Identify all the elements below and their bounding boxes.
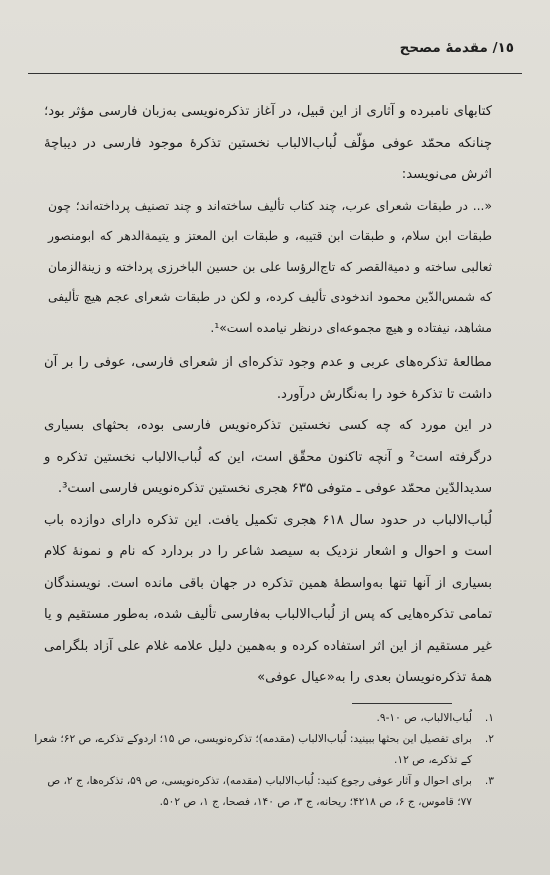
footnote-rule: [352, 703, 452, 704]
footnote-number: ۲.: [484, 733, 494, 745]
paragraph-lubab: لُباب‌الالباب در حدود سال ۶۱۸ هجری تکمیل یافت. این تذکره دارای دوازده باب است و احوال و اشعار نزدیک به سیصد شاعر را در بردارد که نام و نمونهٔ کلام بسیاری از آنها تنها به‌واسطهٔ همین تذکره در جهان باقی مانده است. نویسندگان تمامی تذکره‌هایی که پس از لُباب‌الالباب به‌فارسی تألیف شده، به‌طور مستقیم و یا غیر مستقیم از این اثر استفاده کرده و به‌همین دلیل علامه غلام علی آزاد بلگرامی همهٔ تذکره‌نویسان بعدی را به‌«عیال عوفی»: [44, 512, 492, 685]
running-header: [28, 40, 514, 56]
footnote-text: برای احوال و آثار عوفی رجوع کنید: لُباب‌الالباب (مقدمه)، تذکره‌نویسی، ص ۵۹، تذکره‌ها، ج ۲، ص ۷۷؛ قاموس، ج ۶، ص ۴۲۱۸؛ ریحانه، ج ۳، ص ۱۴۰، فصحا، ج ۱، ص ۵۰۲.: [47, 775, 472, 808]
footnote: [32, 708, 494, 729]
paragraph-study: مطالعهٔ تذکره‌های عربی و عدم وجود تذکره‌ای از شعرای فارسی، عوفی را بر آن داشت تا تذکرهٔ خود را به‌نگارش درآورد.: [44, 355, 492, 402]
footnote-number: ۳.: [484, 775, 494, 787]
footnote: [32, 729, 494, 771]
footnote-number: ۱.: [484, 712, 494, 724]
page-body: [44, 96, 492, 694]
footnote-text: برای تفصیل این بحثها ببینید: لُباب‌الالباب (مقدمه)؛ تذکره‌نویسی، ص ۱۵؛ اردوکے تذکرے، ص ۶۲؛ شعرا کے تذکرے، ص ۱۲.: [34, 733, 472, 766]
paragraph-first-tazkira: در این مورد که چه کسی نخستین تذکره‌نویس فارسی بوده، بحثهای بسیاری درگرفته است² و آنچه تاکنون محقّق است، این که لُباب‌الالباب نخستین تذکره و سدیدالدّین محمّد عوفی ـ متوفی ۶۳۵ هجری نخستین تذکره‌نویس فارسی است³.: [44, 418, 492, 496]
quotation-block: «... در طبقات شعرای عرب، چند کتاب تألیف ساخته‌اند و چند تصنیف پرداخته‌اند؛ چون طبقات ابن سلام، و طبقات ابن قتیبه، و طبقات ابن المعتز و یتیمةالدهر که ابومنصور ثعالبی ساخته و دمیةالقصر که تاج‌الرؤسا علی بن حسین الباخرزی پرداخته و زینةالزمان که شمس‌الدّین محمود اندخودی تألیف کرده، و لکن در طبقات شعرای عجم هیچ تألیفی مشاهد، نیفتاده و هیچ مجموعه‌ای درنظر نیامده است»¹.: [48, 198, 492, 335]
footnote: [32, 771, 494, 813]
footnote-text: لُباب‌الالباب، ص ۱۰-۹.: [376, 712, 472, 724]
page-header-title: ١٥/ مقدمهٔ مصحح: [399, 40, 514, 56]
header-rule: [28, 73, 522, 74]
footnotes: [32, 708, 494, 813]
paragraph-intro: کتابهای نامبرده و آثاری از این قبیل، در آغاز تذکره‌نویسی به‌زبان فارسی مؤثر بود؛ چنانکه محمّد عوفی مؤلّف لُباب‌الالباب نخستین تذکرهٔ موجود فارسی در دیباچهٔ اثرش می‌نویسد:: [44, 104, 492, 182]
